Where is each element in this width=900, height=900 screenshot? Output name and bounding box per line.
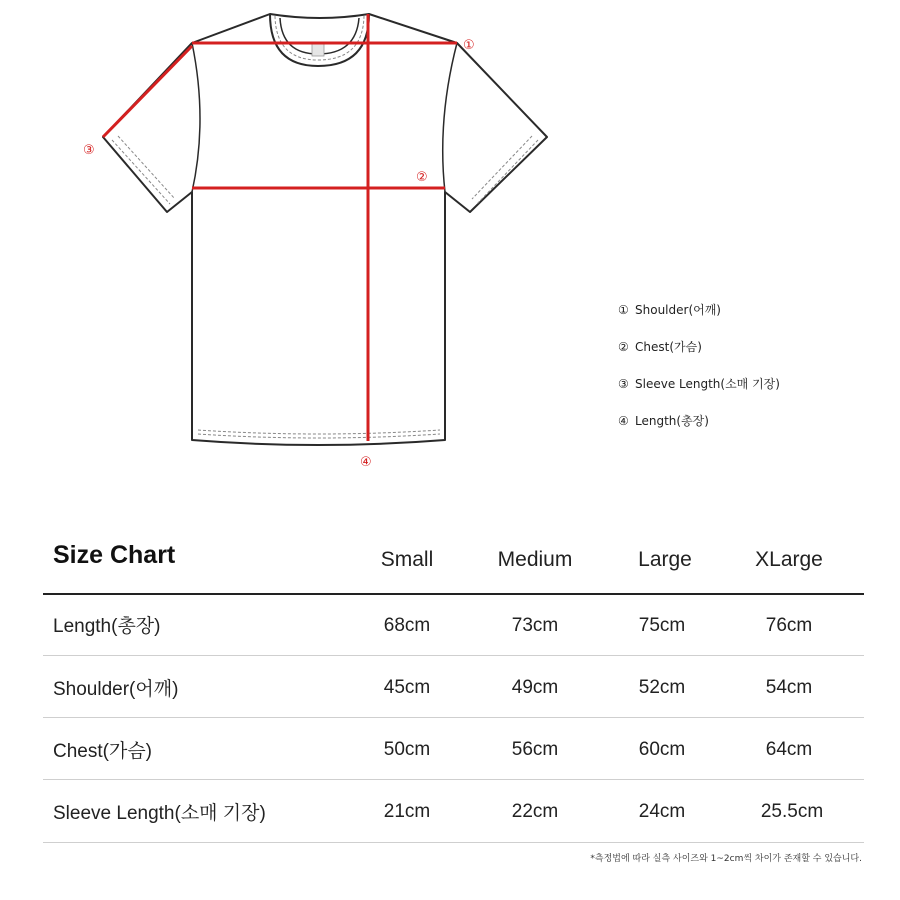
measurement-legend <box>618 298 780 446</box>
row-divider <box>43 779 864 780</box>
legend-label: Length(총장) <box>635 414 709 428</box>
column-header-xlarge: XLarge <box>755 548 823 571</box>
cell-length-xlarge: 76cm <box>765 615 813 636</box>
cell-chest-large: 60cm <box>638 739 686 760</box>
cell-length-small: 68cm <box>383 615 431 636</box>
legend-item-length <box>618 409 780 446</box>
right-sleeve-hem-stitch <box>477 140 538 204</box>
cell-chest-medium: 56cm <box>511 739 559 760</box>
legend-number: ② <box>618 340 629 354</box>
cell-shoulder-medium: 49cm <box>511 677 559 698</box>
cell-sleeve-large: 24cm <box>638 801 686 822</box>
measurement-footnote: *측정법에 따라 실측 사이즈와 1~2cm씩 차이가 존재할 수 있습니다. <box>590 854 862 864</box>
bottom-hem-stitch-2 <box>198 434 440 438</box>
cell-length-medium: 73cm <box>511 615 559 636</box>
row-label-length: Length(총장) <box>53 616 161 637</box>
sleeve-measure-line <box>103 46 192 137</box>
legend-item-sleeve <box>618 372 780 409</box>
bottom-hem-stitch <box>198 430 440 434</box>
legend-label: Sleeve Length(소매 기장) <box>635 377 780 391</box>
neck-label <box>312 44 324 56</box>
cell-shoulder-large: 52cm <box>638 677 686 698</box>
row-label-sleeve-length: Sleeve Length(소매 기장) <box>53 803 266 824</box>
row-divider <box>43 655 864 656</box>
row-divider <box>43 717 864 718</box>
row-label-shoulder: Shoulder(어깨) <box>53 679 179 700</box>
left-armhole-seam <box>192 43 200 192</box>
header-divider <box>43 593 864 595</box>
column-header-small: Small <box>380 548 434 571</box>
left-sleeve-hem-stitch-2 <box>118 136 175 199</box>
row-label-chest: Chest(가슴) <box>53 741 152 762</box>
legend-number: ④ <box>618 414 629 428</box>
marker-3: ③ <box>83 143 95 158</box>
legend-number: ① <box>618 303 629 317</box>
right-armhole-seam <box>443 43 457 192</box>
marker-4: ④ <box>360 455 372 470</box>
size-chart-title: Size Chart <box>53 541 176 569</box>
marker-1: ① <box>463 38 475 53</box>
collar-outer <box>270 14 369 66</box>
cell-sleeve-small: 21cm <box>383 801 431 822</box>
cell-shoulder-xlarge: 54cm <box>765 677 813 698</box>
cell-chest-xlarge: 64cm <box>765 739 813 760</box>
right-sleeve-hem-stitch-2 <box>472 136 532 199</box>
cell-sleeve-medium: 22cm <box>511 801 559 822</box>
column-header-large: Large <box>638 548 692 571</box>
row-divider <box>43 842 864 843</box>
marker-2: ② <box>416 170 428 185</box>
cell-sleeve-xlarge: 25.5cm <box>760 801 824 822</box>
legend-item-chest <box>618 335 780 372</box>
cell-shoulder-small: 45cm <box>383 677 431 698</box>
legend-label: Shoulder(어깨) <box>635 303 721 317</box>
left-sleeve-hem-stitch <box>112 140 170 204</box>
tshirt-outline <box>103 14 547 445</box>
legend-label: Chest(가슴) <box>635 340 702 354</box>
legend-number: ③ <box>618 377 629 391</box>
cell-length-large: 75cm <box>638 615 686 636</box>
cell-chest-small: 50cm <box>383 739 431 760</box>
legend-item-shoulder <box>618 298 780 335</box>
column-header-medium: Medium <box>497 548 573 571</box>
